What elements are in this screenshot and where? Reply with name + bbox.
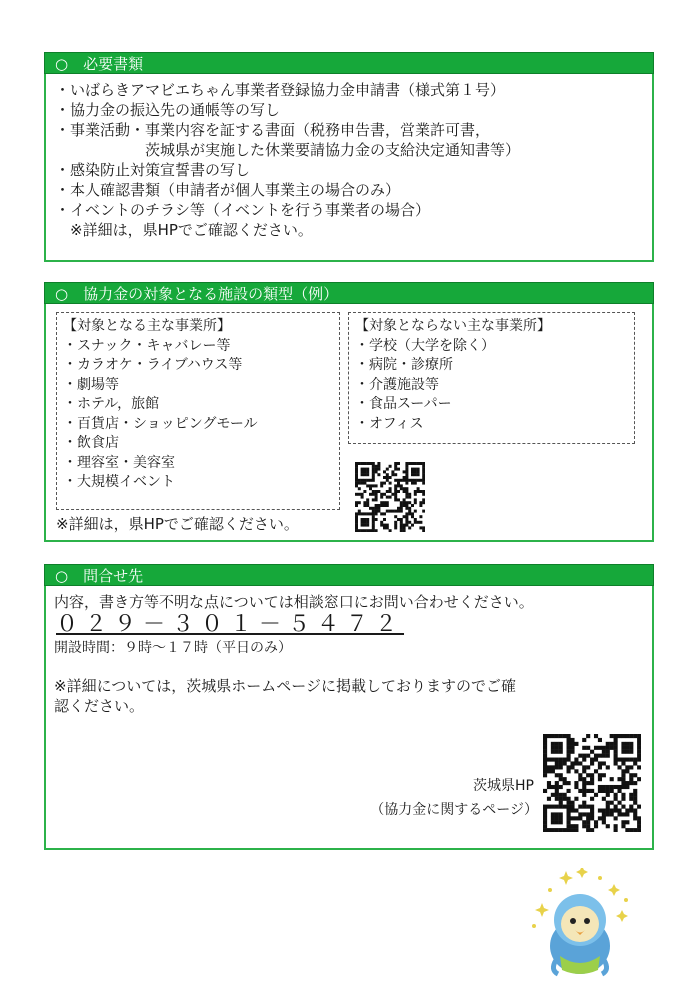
qr-code-icon[interactable] xyxy=(355,462,425,532)
target-facility-item: ・大規模イベント xyxy=(63,474,175,490)
non-target-facility-item: ・学校（大学を除く） xyxy=(355,337,495,354)
facility-types-note: ※詳細は，県HPでご確認ください。 xyxy=(56,515,299,533)
required-doc-item: ・イベントのチラシ等（イベントを行う事業者の場合） xyxy=(55,201,431,219)
facility-types-body xyxy=(44,304,654,542)
contact-note-line1: ※詳細については，茨城県ホームページに掲載しておりますのでご確 xyxy=(54,677,516,695)
non-target-facility-item: ・介護施設等 xyxy=(355,376,439,393)
contact-section xyxy=(44,564,654,850)
non-target-facility-item: ・食品スーパー xyxy=(355,396,452,412)
contact-intro: 内容，書き方等不明な点については相談窓口にお問い合わせください。 xyxy=(54,593,534,611)
target-facilities-title: 【対象となる主な事業所】 xyxy=(63,318,231,334)
hp-subtitle: （協力金に関するページ） xyxy=(370,802,538,818)
required-documents-body xyxy=(44,74,654,262)
required-doc-item: ・いばらきアマビエちゃん事業者登録協力金申請書（様式第１号） xyxy=(55,81,506,99)
facility-types-header: ○ 協力金の対象となる施設の類型（例） xyxy=(44,282,654,304)
target-facility-item: ・カラオケ・ライブハウス等 xyxy=(63,357,243,373)
required-doc-item: ・協力金の振込先の通帳等の写し xyxy=(55,101,281,119)
target-facilities-box xyxy=(56,312,340,510)
amabie-mascot-icon xyxy=(520,868,640,978)
contact-body xyxy=(44,586,654,850)
target-facility-item: ・理容室・美容室 xyxy=(63,454,175,471)
non-target-facility-item: ・オフィス xyxy=(355,415,424,432)
required-doc-note: ※詳細は，県HPでご確認ください。 xyxy=(55,221,313,239)
hp-title: 茨城県HP xyxy=(473,778,534,794)
target-facility-item: ・飲食店 xyxy=(63,435,119,451)
non-target-facilities-box xyxy=(348,312,635,444)
contact-hours: 開設時間：９時～１７時（平日のみ） xyxy=(54,640,292,656)
contact-note-line2: 認ください。 xyxy=(54,697,145,715)
contact-phone[interactable]: ０２９－３０１－５４７２ xyxy=(56,612,405,637)
required-doc-item: 茨城県が実施した休業要請協力金の支給決定通知書等） xyxy=(55,141,521,159)
required-documents-header: ○ 必要書類 xyxy=(44,52,654,74)
target-facility-item: ・ホテル，旅館 xyxy=(63,396,160,412)
required-doc-item: ・本人確認書類（申請者が個人事業主の場合のみ） xyxy=(55,181,401,199)
facility-types-section xyxy=(44,282,654,542)
required-doc-item: ・感染防止対策宣誓書の写し xyxy=(55,161,251,179)
qr-code-icon[interactable] xyxy=(543,734,641,832)
target-facility-item: ・劇場等 xyxy=(63,376,119,393)
non-target-facility-item: ・病院・診療所 xyxy=(355,357,453,373)
contact-header: ○ 問合せ先 xyxy=(44,564,654,586)
target-facility-item: ・百貨店・ショッピングモール xyxy=(63,415,258,432)
target-facility-item: ・スナック・キャバレー等 xyxy=(63,337,231,354)
non-target-facilities-title: 【対象とならない主な事業所】 xyxy=(355,318,551,334)
required-documents-section xyxy=(44,52,654,262)
required-doc-item: ・事業活動・事業内容を証する書面（税務申告書，営業許可書， xyxy=(55,121,491,139)
